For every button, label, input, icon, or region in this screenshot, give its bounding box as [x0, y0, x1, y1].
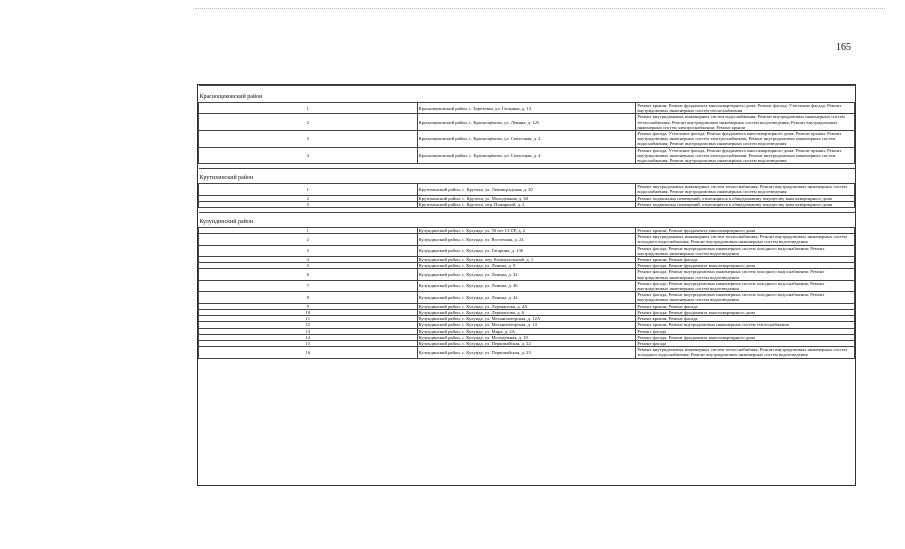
repair-table-sheet: [197, 84, 856, 486]
row-works: Ремонт внутридомовых инженерных систем теплоснабжения; Ремонт внутридомовых инженерных систем водоснабжения; Ремонт внутридомовых инженерных систем водоотведения: [636, 184, 855, 195]
row-works: Ремонт фасада; Ремонт фундамента многоквартирного дома: [636, 263, 855, 269]
row-address: Краснощековский район, с. Берёзовка, ул. Гагарина, д. 13: [417, 103, 636, 114]
row-address: Крутихинский район, с. Крутиха, ул. Молодежная, д. 60: [417, 195, 636, 201]
row-works: Ремонт фасада; Утепление фасада; Ремонт фундамента многоквартирного дома; Ремонт крыши; Ремонт внутридомовых инженерных систем электроснабжения; Ремонт внутридомовых инженерных систем водоснабжения; Ремонт внутридомовых инженерных систем водоотведения: [636, 147, 855, 164]
district-name: Крутихинский район: [199, 169, 855, 184]
row-address: Кулундинский район, с. Кулунда, ул. Лермонтова, д. 4А: [417, 303, 636, 309]
row-number: 4: [199, 147, 418, 164]
row-address: Кулундинский район, с. Кулунда, ул. Первомайская, д. 22: [417, 340, 636, 346]
row-address: Крутихинский район, с. Крутиха, ул. Ленинградская, д. 20: [417, 184, 636, 195]
table-row: [199, 114, 855, 131]
row-number: 5: [199, 263, 418, 269]
district-name: Краснощековский район: [199, 86, 855, 103]
row-works: Ремонт внутридомовых инженерных систем теплоснабжения; Ремонт внутридомовых инженерных систем холодного водоснабжения; Ремонт внутридомовых инженерных систем водоотведения: [636, 347, 855, 358]
district-header-row: [199, 86, 855, 103]
row-address: Кулундинский район, с. Кулунда, ул. Восточная, д. 24: [417, 234, 636, 245]
row-works: Ремонт фасада; Ремонт внутридомовых инженерных систем холодного водоснабжения; Ремонт внутридомовых инженерных систем водоотведения: [636, 292, 855, 303]
row-number: 1: [199, 184, 418, 195]
row-address: Кулундинский район, с. Кулунда, ул. Ленина, д. 32: [417, 269, 636, 280]
row-works: Ремонт фасада; Ремонт фундамента многоквартирного дома: [636, 309, 855, 315]
row-address: Кулундинский район, с. Кулунда, ул. Механизаторская, д. 14: [417, 322, 636, 328]
row-number: 13: [199, 328, 418, 334]
table-row: [199, 292, 855, 303]
row-number: 14: [199, 334, 418, 340]
row-number: 12: [199, 322, 418, 328]
row-works: Ремонт фасада; Ремонт внутридомовых инженерных систем холодного водоснабжения; Ремонт внутридомовых инженерных систем водоотведения: [636, 269, 855, 280]
row-works: Ремонт фасада; Ремонт внутридомовых инженерных систем холодного водоснабжения; Ремонт внутридомовых инженерных систем водоотведения: [636, 280, 855, 291]
row-address: Крутихинский район, с. Крутиха, пер. Пожарный, д. 2: [417, 201, 636, 207]
row-address: Кулундинский район, с. Кулунда, ул. Лермонтова, д. 6: [417, 309, 636, 315]
page-number: 165: [836, 42, 851, 53]
row-works: Ремонт фасада: [636, 328, 855, 334]
row-number: 7: [199, 280, 418, 291]
row-works: Ремонт крыши; Ремонт фасада: [636, 257, 855, 263]
row-works: Ремонт крыши; Ремонт фундамента многоквартирного дома: [636, 228, 855, 234]
row-number: 2: [199, 114, 418, 131]
row-number: 1: [199, 103, 418, 114]
row-address: Кулундинский район, с. Кулунда, ул. Ленина, д. 40: [417, 280, 636, 291]
row-number: 6: [199, 269, 418, 280]
row-number: 9: [199, 303, 418, 309]
table-row: [199, 347, 855, 358]
table-row: [199, 103, 855, 114]
row-address: Краснощековский район, с. Краснощёково, ул. Совхозная, д. 4: [417, 147, 636, 164]
row-number: 4: [199, 257, 418, 263]
row-number: 15: [199, 340, 418, 346]
row-number: 1: [199, 228, 418, 234]
table-row: [199, 269, 855, 280]
row-number: 10: [199, 309, 418, 315]
repair-table: [198, 85, 855, 359]
district-name: Кулундинский район: [199, 213, 855, 228]
row-works: Ремонт подвальных помещений, относящихся к общедомовому имуществу многоквартирного дома: [636, 201, 855, 207]
row-works: Ремонт крыши; Ремонт внутридомовых инженерных систем теплоснабжения: [636, 322, 855, 328]
row-number: 3: [199, 131, 418, 148]
table-row: [199, 280, 855, 291]
row-works: Ремонт внутридомовых инженерных систем водоснабжения; Ремонт внутридомовых инженерных систем теплоснабжения; Ремонт внутридомовых инженерных систем водоотведения; Ремонт внутридомовых инженерных систем электроснабжения; Ремонт крыши: [636, 114, 855, 131]
table-row: [199, 184, 855, 195]
row-address: Кулундинский район, с. Кулунда, ул. Ленина, д. 9: [417, 263, 636, 269]
row-address: Кулундинский район, с. Кулунда, пер. Коммунальный, д. 1: [417, 257, 636, 263]
row-number: 3: [199, 201, 418, 207]
table-row: [199, 245, 855, 256]
table-row: [199, 131, 855, 148]
row-address: Кулундинский район, с. Кулунда, ул. Гагарина, д. 136: [417, 245, 636, 256]
row-works: Ремонт фасада: [636, 340, 855, 346]
table-row: [199, 147, 855, 164]
row-address: Кулундинский район, с. Кулунда, ул. 50 лет СССР, д. 2: [417, 228, 636, 234]
row-works: Ремонт фасада; Утепление фасада; Ремонт фундамента многоквартирного дома; Ремонт крыши; Ремонт внутридомовых инженерных систем электроснабжения; Ремонт внутридомовых инженерных систем водоснабжения; Ремонт внутридомовых инженерных систем водоотведения: [636, 131, 855, 148]
row-works: Ремонт внутридомовых инженерных систем теплоснабжения; Ремонт внутридомовых инженерных систем холодного водоснабжения; Ремонт внутридомовых инженерных систем водоотведения: [636, 234, 855, 245]
scan-edge: [195, 8, 885, 9]
row-address: Краснощековский район, с. Краснощёково, ул. Совхозная, д. 2: [417, 131, 636, 148]
row-address: Кулундинский район, с. Кулунда, ул. Мира, д. 2А: [417, 328, 636, 334]
district-header-row: [199, 213, 855, 228]
row-works: Ремонт фасада; Ремонт внутридомовых инженерных систем холодного водоснабжения; Ремонт внутридомовых инженерных систем водоотведения: [636, 245, 855, 256]
row-address: Кулундинский район, с. Кулунда, ул. Ленина, д. 42: [417, 292, 636, 303]
district-header-row: [199, 169, 855, 184]
table-row: [199, 234, 855, 245]
row-works: Ремонт крыши; Ремонт фасада: [636, 303, 855, 309]
row-number: 16: [199, 347, 418, 358]
row-number: 8: [199, 292, 418, 303]
row-works: Ремонт крыши; Ремонт фасада: [636, 316, 855, 322]
row-number: 3: [199, 245, 418, 256]
row-number: 11: [199, 316, 418, 322]
row-works: Ремонт крыши; Ремонт фундамента многоквартирного дома; Ремонт фасада; Утепление фасада; Ремонт внутридомовых инженерных систем теплоснабжения: [636, 103, 855, 114]
row-address: Кулундинский район, с. Кулунда, ул. Молодежная, д. 10: [417, 334, 636, 340]
row-works: Ремонт фасада; Ремонт фундамента многоквартирного дома: [636, 334, 855, 340]
row-number: 2: [199, 234, 418, 245]
row-address: Кулундинский район, с. Кулунда, ул. Механизаторская, д. 12А: [417, 316, 636, 322]
row-address: Краснощековский район, с. Краснощёково, ул. Ленина, д. 125: [417, 114, 636, 131]
row-address: Кулундинский район, с. Кулунда, ул. Первомайская, д. 23: [417, 347, 636, 358]
row-number: 2: [199, 195, 418, 201]
row-works: Ремонт подвальных помещений, относящихся к общедомовому имуществу многоквартирного дома: [636, 195, 855, 201]
